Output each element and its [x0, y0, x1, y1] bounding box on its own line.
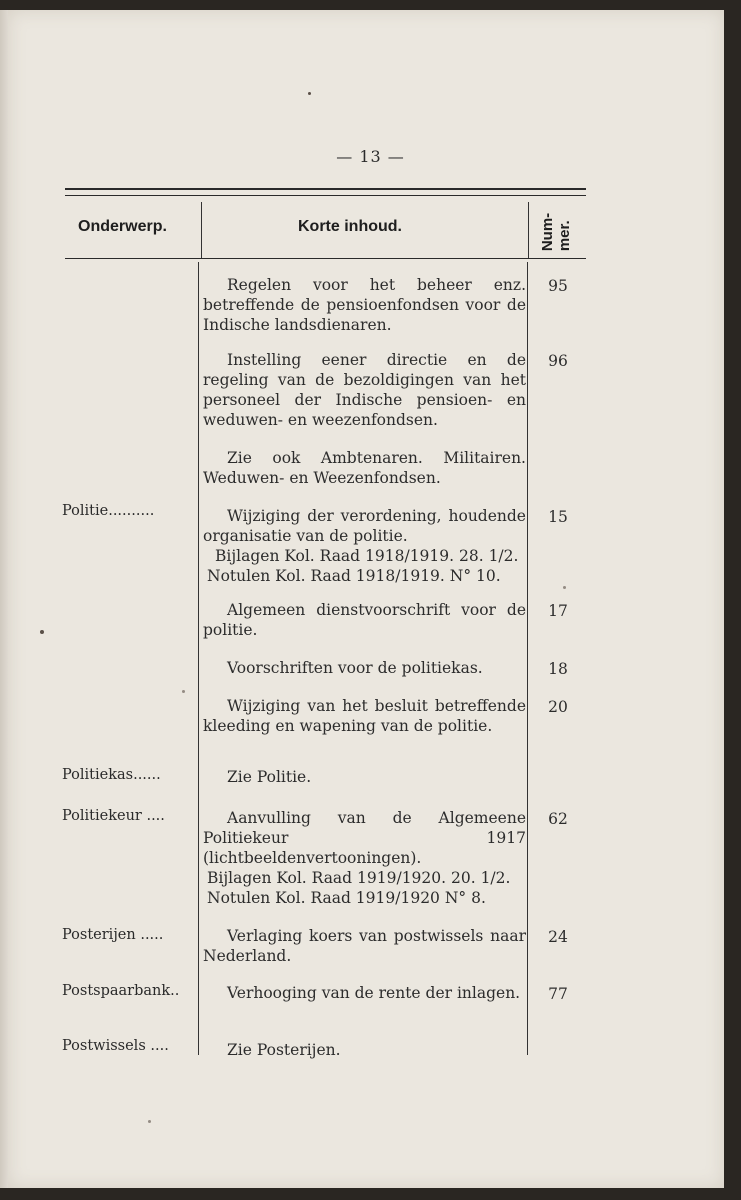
column-divider-right	[527, 262, 528, 1055]
entry-number: 24	[548, 928, 568, 946]
entry-reference: Notulen Kol. Raad 1919/1920 N° 8.	[207, 889, 486, 907]
header-divider-left	[201, 202, 202, 258]
header-divider-right	[528, 202, 529, 258]
entry-content: Wijziging der verordening, houdende organisatie van de politie. Bijlagen Kol. Raad 1918/1919. 28. 1/2. Notulen Kol. Raad 1918/1919. N° 10.	[203, 507, 526, 585]
entry-number: 95	[548, 277, 568, 295]
entry-content: Verhooging van de rente der inlagen.	[227, 984, 521, 1002]
header-rule	[65, 258, 586, 259]
entry-subject: Postspaarbank..	[62, 983, 180, 999]
entry-content: Voorschriften voor de politiekas.	[227, 659, 483, 677]
entry-number: 62	[548, 810, 568, 828]
entry-number: 77	[548, 985, 568, 1003]
entry-reference: Bijlagen Kol. Raad 1919/1920. 20. 1/2.	[207, 869, 511, 887]
page-number: — 13 —	[336, 147, 405, 166]
entry-number: 15	[548, 508, 568, 526]
entry-number: 20	[548, 698, 568, 716]
entry-content: Verlaging koers van postwissels naar Nederland.	[203, 927, 526, 965]
entry-reference: Notulen Kol. Raad 1918/1919. N° 10.	[207, 567, 501, 585]
top-rule-thin	[65, 195, 586, 196]
entry-content: Regelen voor het beheer enz. betreffende de pensioenfondsen voor de Indische landsdienaren.	[203, 276, 526, 334]
entry-content: Zie ook Ambtenaren. Militairen. Weduwen- en Weezenfondsen.	[203, 449, 526, 487]
entry-number: 17	[548, 602, 568, 620]
entry-subject: Politiekas......	[62, 767, 161, 783]
paper-speck	[563, 586, 566, 589]
paper-speck	[182, 690, 185, 693]
entry-reference: Bijlagen Kol. Raad 1918/1919. 28. 1/2.	[215, 547, 519, 565]
header-number: Num- mer.	[539, 212, 573, 252]
top-rule-thick	[65, 188, 586, 190]
entry-content: Zie Posterijen.	[227, 1041, 341, 1059]
entry-number: 18	[548, 660, 568, 678]
header-subject: Onderwerp.	[78, 218, 167, 235]
paper-speck	[40, 630, 44, 634]
entry-subject: Postwissels ....	[62, 1038, 169, 1054]
header-number-cell	[526, 202, 586, 260]
entry-content: Instelling eener directie en de regeling van de bezoldigingen van het personeel der Indische pensioen- en weduwen- en weezenfondsen.	[203, 351, 526, 429]
column-divider-left	[198, 262, 199, 1055]
paper-speck	[148, 1120, 151, 1123]
entry-subject: Politiekeur ....	[62, 808, 165, 824]
entry-content: Algemeen dienstvoorschrift voor de politie.	[203, 601, 526, 639]
paper-speck	[308, 92, 311, 95]
entry-subject: Posterijen .....	[62, 927, 164, 943]
header-content: Korte inhoud.	[298, 218, 402, 235]
paper-sheet	[8, 10, 724, 1188]
entry-content: Zie Politie.	[227, 768, 312, 786]
entry-number: 96	[548, 352, 568, 370]
entry-subject: Politie..........	[62, 503, 155, 519]
entry-content: Wijziging van het besluit betreffende kleeding en wapening van de politie.	[203, 697, 526, 735]
entry-content: Aanvulling van de Algemeene Politiekeur 1917 (lichtbeeldenvertooningen). Bijlagen Kol. Raad 1919/1920. 20. 1/2. Notulen Kol. Raad 1919/1920 N° 8.	[203, 809, 526, 907]
